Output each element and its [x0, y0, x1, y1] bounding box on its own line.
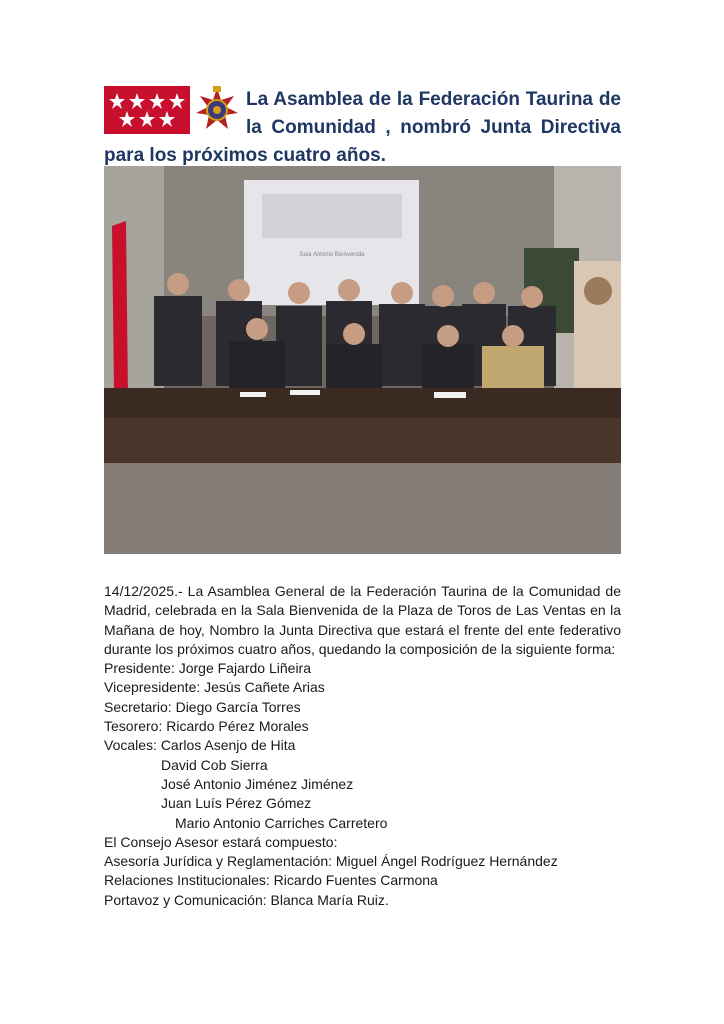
board-vocal: José Antonio Jiménez Jiménez: [161, 775, 354, 792]
board-vocal: David Cob Sierra: [161, 756, 268, 773]
board-vocal: Mario Antonio Carriches Carretero: [175, 814, 388, 831]
consejo-relaciones: Relaciones Institucionales: Ricardo Fuentes Carmona: [104, 872, 438, 889]
consejo-portavoz: Portavoz y Comunicación: Blanca María Ruiz.: [104, 891, 389, 908]
assembly-group-photo: [104, 166, 621, 554]
article-title: [104, 86, 621, 170]
board-vocal: Juan Luís Pérez Gómez: [161, 795, 312, 812]
board-vicepresidente: Vicepresidente: Jesús Cañete Arias: [104, 679, 325, 696]
consejo-heading: El Consejo Asesor estará compuesto:: [104, 833, 338, 850]
board-presidente: Presidente: Jorge Fajardo Liñeira: [104, 660, 312, 677]
screen-heading: Sala Antonio Bienvenida: [299, 252, 365, 258]
article-title-text: La Asamblea de la Federación Taurina de la Comunidad , nombró Junta Directiva para los próximos cuatro años.: [104, 89, 621, 166]
board-secretario: Secretario: Diego García Torres: [104, 698, 301, 715]
article-intro: 14/12/2025.- La Asamblea General de la Federación Taurina de la Comunidad de Madrid, celebrada en la Sala Bienvenida de la Plaza de Toros de Las Ventas en la Mañana de hoy, Nombro la Junta Directiva que estará el frente del ente federativo durante los próximos cuatro años, quedando la composición de la siguiente forma:: [104, 583, 621, 657]
consejo-asesoria: Asesoría Jurídica y Reglamentación: Miguel Ángel Rodríguez Hernández: [104, 853, 558, 870]
board-tesorero: Tesorero: Ricardo Pérez Morales: [104, 718, 309, 735]
board-vocales-label: Vocales: Carlos Asenjo de Hita: [104, 737, 296, 754]
article-body: [104, 582, 621, 910]
